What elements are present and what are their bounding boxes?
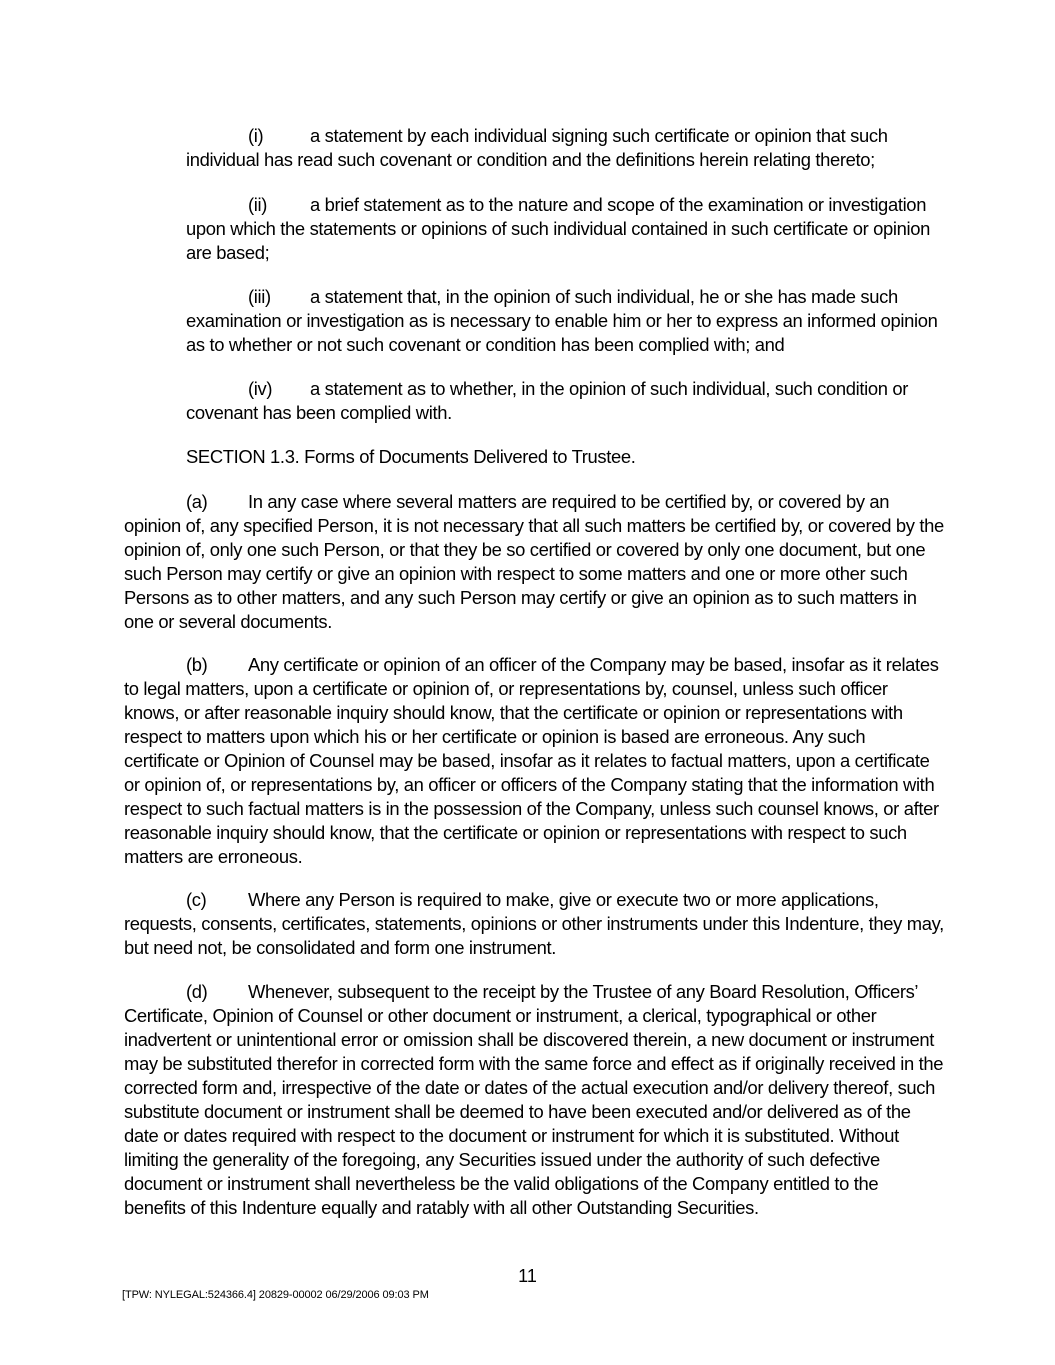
paragraph-text: Where any Person is required to make, give or execute two or more applications, requests, consents, certificates, statements, opinions or other instruments under this Indenture, they may, but need not, be consolidated and form one instrument. — [124, 889, 944, 958]
subsection-label: (iv) — [248, 378, 273, 399]
paragraph-a — [124, 490, 944, 634]
subsection-label: (iii) — [248, 286, 271, 307]
paragraph-b — [124, 653, 944, 869]
paragraph-text: In any case where several matters are required to be certified by, or covered by an opinion of, any specified Person, it is not necessary that all such matters be certified by, or covered by the opinion of, only one such Person, or that they be so certified or covered by only one document, but one such Person may certify or give an opinion with respect to some matters and one or more other such Persons as to other matters, and any such Person may certify or give an opinion as to such matters in one or several documents. — [124, 491, 944, 632]
subsection-iv — [186, 377, 946, 425]
paragraph-label: (a) — [186, 491, 208, 512]
subsection-text: a statement by each individual signing such certificate or opinion that such individual has read such covenant or condition and the definitions herein relating thereto; — [186, 125, 888, 170]
paragraph-text: Whenever, subsequent to the receipt by the Trustee of any Board Resolution, Officers’ Certificate, Opinion of Counsel or other document or instrument, a clerical, typographical or other inadvertent or unintentional error or omission shall be discovered therein, a new document or instrument may be substituted therefor in corrected form with the same force and effect as if originally received in the corrected form and, irrespective of the date or dates of the actual execution and/or delivery thereof, such substitute document or instrument shall be deemed to have been executed and/or delivered as of the date or dates required with respect to the document or instrument for which it is substituted. Without limiting the generality of the foregoing, any Securities issued under the authority of such defective document or instrument shall nevertheless be the valid obligations of the Company entitled to the benefits of this Indenture equally and ratably with all other Outstanding Securities. — [124, 981, 944, 1218]
paragraph-label: (d) — [186, 981, 208, 1002]
paragraph-text: Any certificate or opinion of an officer of the Company may be based, insofar as it relates to legal matters, upon a certificate or opinion of, or representations by, counsel, unless such officer knows, or after reasonable inquiry should know, that the certificate or opinion or representations with respect to matters upon which his or her certificate or opinion is based are erroneous. Any such certificate or Opinion of Counsel may be based, insofar as it relates to factual matters, upon a certificate or opinion of, or representations by, an officer or officers of the Company stating that the information with respect to such factual matters is in the possession of the Company, unless such counsel knows, or after reasonable inquiry should know, that the certificate or opinion or representations with respect to such matters are erroneous. — [124, 654, 939, 867]
subsection-text: a brief statement as to the nature and scope of the examination or investigation upon which the statements or opinions of such individual contained in such certificate or opinion are based; — [186, 194, 931, 263]
section-heading: SECTION 1.3. Forms of Documents Delivered to Trustee. — [186, 446, 636, 467]
paragraph-d — [124, 980, 944, 1220]
subsection-i — [186, 124, 946, 172]
subsection-iii — [186, 285, 946, 357]
subsection-label: (ii) — [248, 194, 268, 215]
subsection-ii — [186, 193, 946, 265]
document-footer: [TPW: NYLEGAL:524366.4] 20829-00002 06/29/2006 09:03 PM — [122, 1289, 429, 1301]
paragraph-label: (c) — [186, 889, 207, 910]
subsection-label: (i) — [248, 125, 264, 146]
page-number: 11 — [518, 1266, 537, 1286]
subsection-text: a statement that, in the opinion of such individual, he or she has made such examination or investigation as is necessary to enable him or her to express an informed opinion as to whether or not such covenant or condition has been complied with; and — [186, 286, 938, 355]
subsection-text: a statement as to whether, in the opinion of such individual, such condition or covenant has been complied with. — [186, 378, 909, 423]
paragraph-c — [124, 888, 944, 960]
paragraph-label: (b) — [186, 654, 208, 675]
